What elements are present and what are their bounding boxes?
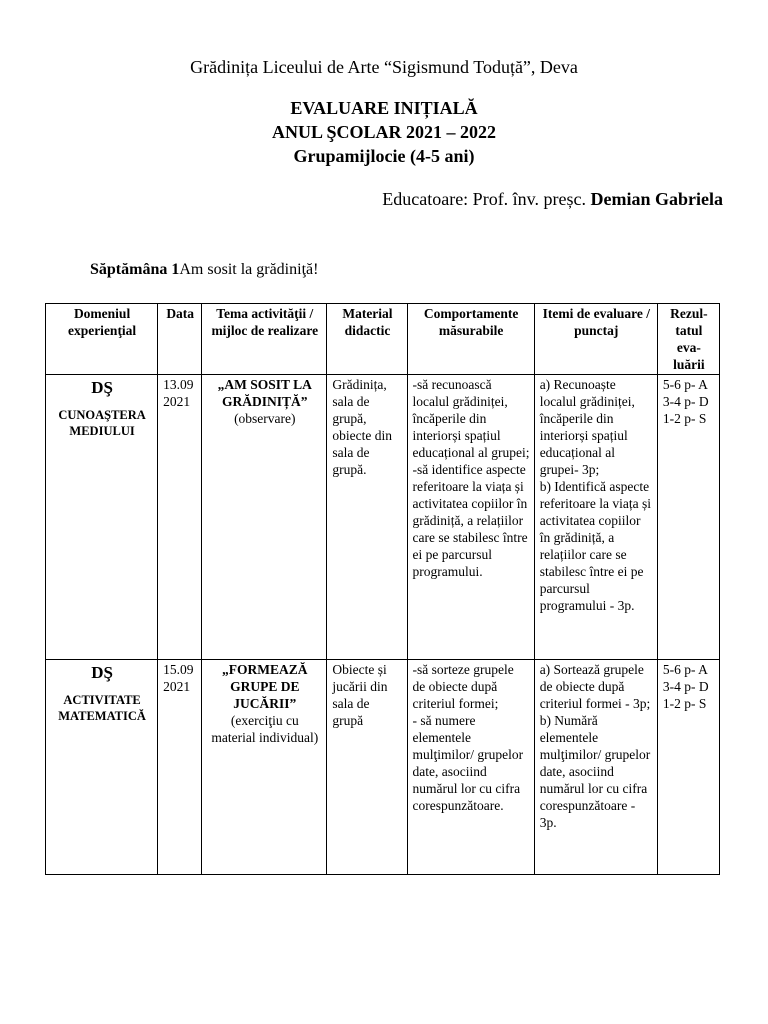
theme-cell <box>202 375 327 660</box>
domain-name: CUNOAŞTERA MEDIULUI <box>58 408 146 438</box>
behaviours-cell: -să sorteze grupele de obiecte după criteriul formei; - să numere elementele mulţimilor/ grupelor date, asociind numărul lor cu cifra corespunzătoare. <box>407 660 534 875</box>
material-cell: Grădinița, sala de grupă, obiecte din sala de grupă. <box>327 375 407 660</box>
theme-title: „FORMEAZĂ GRUPE DE JUCĂRII” <box>222 662 308 711</box>
table-row <box>46 375 720 660</box>
teacher-line <box>382 188 723 210</box>
date-cell: 13.09 2021 <box>158 375 202 660</box>
domain-cell <box>46 375 158 660</box>
domain-code: DŞ <box>91 663 113 682</box>
document-title <box>0 96 768 168</box>
behaviours-cell: -să recunoască localul grădiniței, încăperile din interiorși spațiul educațional al grupei; -să identifice aspecte referitoare la viața și activitatea copiilor în grădiniță, a relațiilor care se stabilesc între ei pe parcursul programului. <box>407 375 534 660</box>
evaluation-table <box>45 303 720 875</box>
items-cell: a) Recunoaște localul grădiniței, încăperile din interiorși spațiul educațional al grupei- 3p; b) Identifică aspecte referitoare la viața și activitatea copiilor în grădiniță, a relațiilor care se stabilesc între ei pe parcursul programului - 3p. <box>534 375 657 660</box>
header-behaviours: Comportamente măsurabile <box>407 304 534 375</box>
theme-cell <box>202 660 327 875</box>
title-line-2: ANUL ŞCOLAR 2021 – 2022 <box>271 122 497 142</box>
theme-method: (exerciţiu cu material individual) <box>211 713 319 745</box>
result-cell: 5-6 p- A 3-4 p- D 1-2 p- S <box>657 375 719 660</box>
table-row <box>46 660 720 875</box>
header-date: Data <box>158 304 202 375</box>
week-theme: Am sosit la grădiniţă! <box>179 261 319 278</box>
date-cell: 15.09 2021 <box>158 660 202 875</box>
teacher-prefix: Educatoare: Prof. înv. preșc. <box>382 189 591 209</box>
items-cell: a) Sortează grupele de obiecte după criteriul formei - 3p; b) Numără elementele mulţimilor/ grupelor date, asociind numărul lor cu cifra corespunzătoare - 3p. <box>534 660 657 875</box>
domain-code: DŞ <box>91 378 113 397</box>
table-header-row <box>46 304 720 375</box>
teacher-name: Demian Gabriela <box>590 189 723 209</box>
domain-cell <box>46 660 158 875</box>
header-domain: Domeniul experienţial <box>46 304 158 375</box>
header-theme: Tema activităţii / mijloc de realizare <box>202 304 327 375</box>
school-name: Grădinița Liceului de Arte “Sigismund Toduță”, Deva <box>190 57 578 77</box>
title-line-3: Grupamijlocie (4-5 ani) <box>293 146 475 166</box>
domain-name: ACTIVITATE MATEMATICĂ <box>58 693 146 723</box>
theme-method: (observare) <box>234 411 296 426</box>
title-line-1: EVALUARE INIȚIALĂ <box>290 98 478 118</box>
material-cell: Obiecte și jucării din sala de grupă <box>327 660 407 875</box>
result-cell: 5-6 p- A 3-4 p- D 1-2 p- S <box>657 660 719 875</box>
header-items: Itemi de evaluare / punctaj <box>534 304 657 375</box>
week-heading <box>90 260 318 280</box>
header-result: Rezul- tatul eva- luării <box>657 304 719 375</box>
theme-title: „AM SOSIT LA GRĂDINIȚĂ” <box>217 377 312 409</box>
week-label: Săptămâna 1 <box>90 261 180 278</box>
header-material: Material didactic <box>327 304 407 375</box>
